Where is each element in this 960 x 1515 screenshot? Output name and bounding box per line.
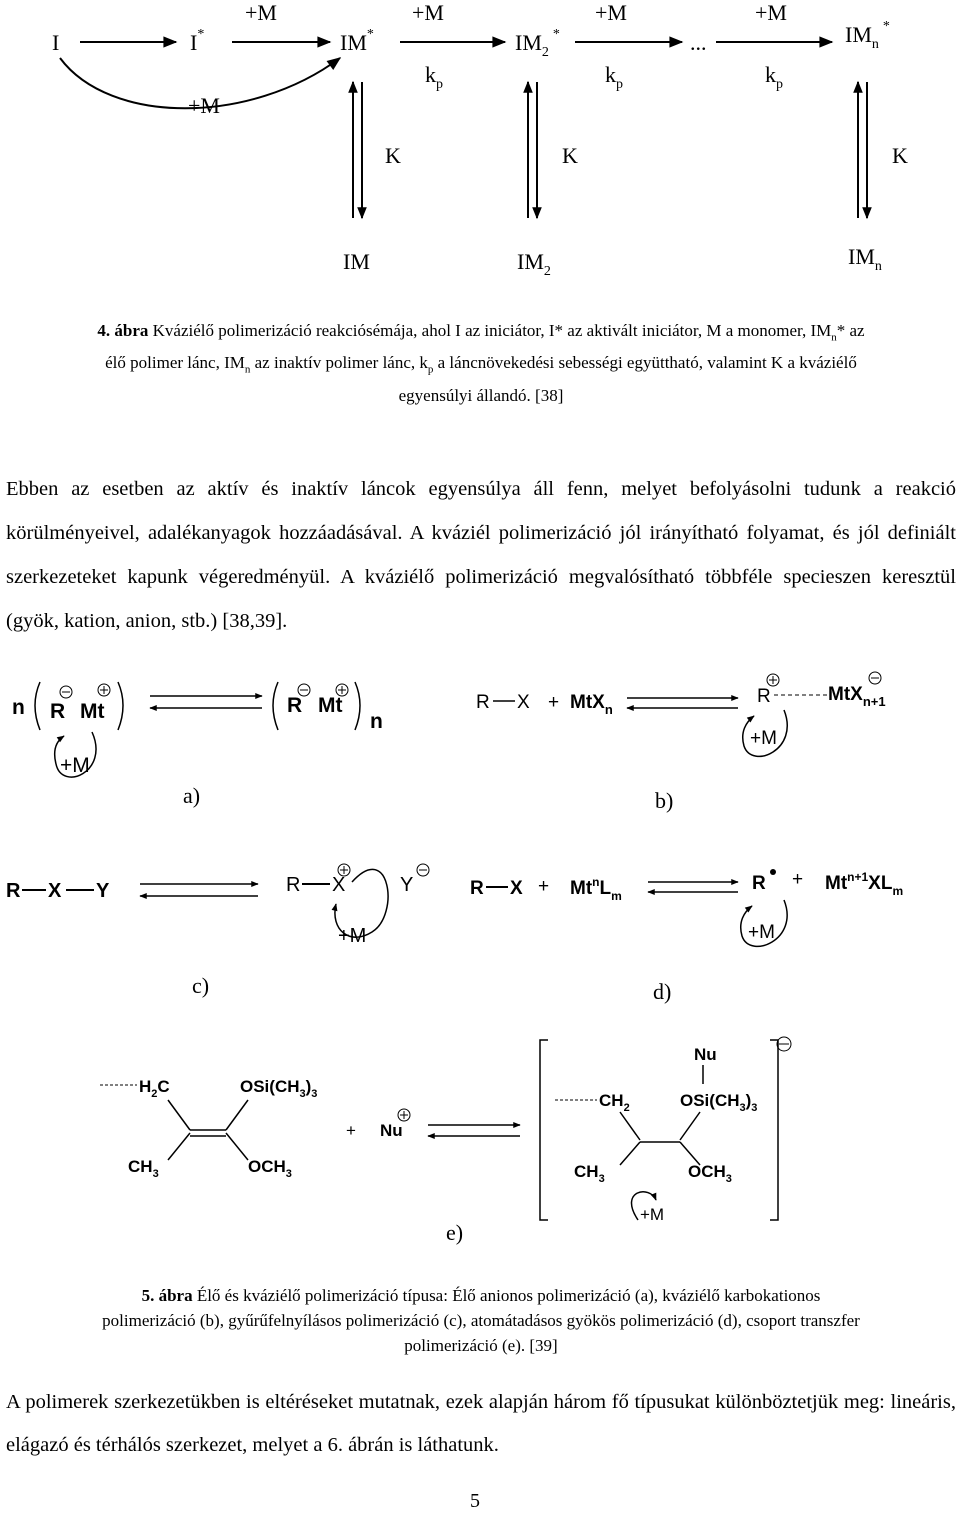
- b-MtXn1: MtX$_{n+1}$: [828, 684, 886, 709]
- b-R-cation: R: [757, 686, 771, 707]
- paragraph-2: A polimerek szerkezetükben is eltéréseket mutatnak, ezek alapján három fő típusukat különböztetjük meg: lineáris, elágazó és térhálós szerkezet, melyet a 6. ábrán is láthatunk.: [6, 1391, 956, 1456]
- e-plus-M: +M: [640, 1205, 665, 1224]
- K-1: K: [385, 143, 401, 168]
- label-c: c): [192, 973, 210, 998]
- d-MtnLm: $Mt^nL_m$: [570, 875, 622, 903]
- c-R-2: R: [286, 874, 301, 896]
- b-R: R: [476, 692, 490, 713]
- scheme-b: [476, 672, 886, 813]
- label-d: d): [653, 979, 672, 1004]
- e-Nu-2: Nu: [694, 1045, 717, 1064]
- activated-initiator: I*: [190, 27, 205, 55]
- a-R-2: R: [287, 694, 303, 717]
- e-OCH3: $OCH_3$: [248, 1157, 292, 1180]
- page-number: 5: [470, 1490, 480, 1512]
- IM-dormant: IM: [343, 249, 370, 274]
- e-plus: +: [346, 1121, 356, 1140]
- kp-1: $k_p$: [425, 62, 443, 92]
- c-Y: Y: [96, 880, 110, 902]
- e-CH2: $CH_2$: [599, 1091, 630, 1114]
- plus-M-1: +M: [245, 0, 277, 25]
- IM2-dormant: $IM_2$: [517, 249, 551, 279]
- b-X: X: [517, 692, 530, 713]
- c-X-2: X: [332, 874, 346, 896]
- e-OSi: $OSi(CH_3)_3$: [240, 1077, 318, 1100]
- b-plus: +: [548, 692, 560, 713]
- plus-M-2: +M: [412, 0, 444, 25]
- d-X: X: [510, 878, 523, 899]
- label-a: a): [183, 783, 201, 808]
- d-plus-2: +: [792, 869, 804, 890]
- e-Nu: Nu: [380, 1121, 403, 1140]
- K-2: K: [562, 143, 578, 168]
- c-Y-2: Y: [400, 874, 414, 896]
- c-R: R: [6, 880, 21, 902]
- c-X: X: [48, 880, 62, 902]
- d-plus: +: [538, 876, 550, 897]
- plus-M-3: +M: [595, 0, 627, 25]
- scheme-e: [100, 1037, 791, 1245]
- scheme-d: [470, 869, 903, 1004]
- d-Mtn1XLm: $Mt^{n+1}XL_m$: [825, 870, 904, 898]
- IMn-star: $IM_n^*$: [845, 19, 890, 52]
- a-R: R: [50, 700, 66, 723]
- plus-M-4: +M: [755, 0, 787, 25]
- e-H2C: $H_2C$: [139, 1077, 170, 1100]
- d-R: R: [470, 878, 484, 899]
- paragraph-1: Ebben az esetben az aktív és inaktív láncok egyensúlya áll fenn, melyet befolyásolni tudunk a reakció körülményeivel, adalékanyagok hozzáadásával. A kváziél polimerizáció jól irányítható folyamat, és jól definiált szerkezeteket kapunk végeredményül. A kváziélő polimerizáció megvalósítható többféle specieszen keresztül (gyök, kation, anion, stb.) [38,39].: [6, 478, 956, 632]
- e-CH3: $CH_3$: [128, 1157, 159, 1180]
- e-OSi-2: $OSi(CH_3)_3$: [680, 1091, 758, 1114]
- IM2-star: $IM_2^*$: [515, 27, 560, 60]
- scheme-c: [6, 864, 429, 998]
- b-MtXn: MtX$_n$: [570, 692, 613, 717]
- figure-5-polymerization-types: [0, 660, 960, 1285]
- figure-5-caption: 5. ábra Élő és kváziélő polimerizáció típusa: Élő anionos polimerizáció (a), kváziélő karbokationos polimerizáció (b), gyűrűfelnyílásos polimerizáció (c), atomátadásos gyökös polimerizáció (d), csoport transzfer polimerizáció (e). [39]: [102, 1286, 860, 1355]
- initiator-I: I: [52, 30, 60, 55]
- figure-4-caption: 4. ábra Kváziélő polimerizáció reakciósémája, ahol I az iniciátor, I* az aktivált iniciátor, M a monomer, $IM_n*$ az élő polimer lánc, $IM_n$ az inaktív polimer lánc, $k_p$ a láncnövekedési sebességi együttható, valamint K a kváziélő egyensúlyi állandó. [38]: [97, 321, 865, 405]
- figure-4-reaction-scheme: [0, 0, 960, 290]
- label-e: e): [446, 1220, 464, 1245]
- K-3: K: [892, 143, 908, 168]
- plus-M-initiation: +M: [188, 93, 220, 118]
- a-Mt-2: Mt: [318, 694, 343, 717]
- e-OCH3-2: $OCH_3$: [688, 1162, 732, 1185]
- kp-2: $k_p$: [605, 62, 623, 92]
- label-b: b): [655, 788, 674, 813]
- d-plus-M: +M: [748, 922, 775, 943]
- b-plus-M: +M: [750, 728, 777, 749]
- IMn-dormant: $IM_n$: [848, 244, 882, 274]
- a-plus-M: +M: [60, 754, 90, 777]
- a-Mt: Mt: [80, 700, 105, 723]
- a-n-2: n: [370, 710, 383, 733]
- ellipsis: ...: [690, 30, 707, 55]
- d-R-radical: R: [752, 873, 766, 894]
- scheme-a: [12, 682, 383, 808]
- c-plus-M: +M: [338, 925, 367, 947]
- IM-star: IM*: [340, 27, 374, 55]
- a-n: n: [12, 696, 25, 719]
- e-CH3-2: $CH_3$: [574, 1162, 605, 1185]
- kp-3: $k_p$: [765, 62, 783, 92]
